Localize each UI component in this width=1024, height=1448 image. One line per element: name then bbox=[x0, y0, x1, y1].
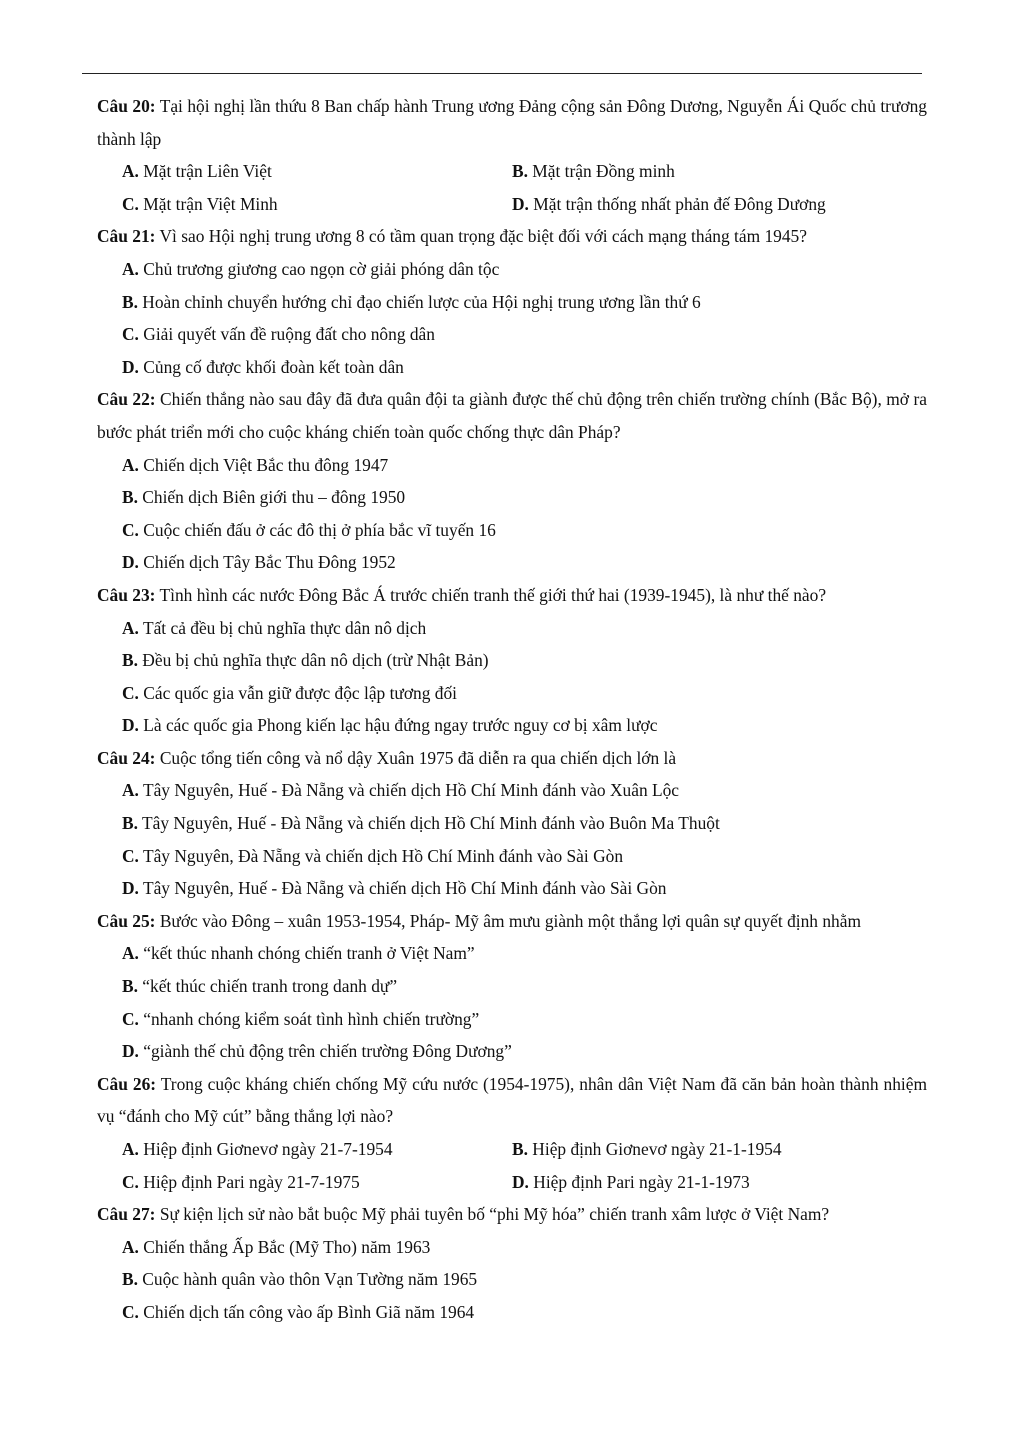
answer-options bbox=[97, 774, 927, 904]
question-text bbox=[97, 579, 927, 612]
option-b[interactable] bbox=[122, 1263, 927, 1296]
option-text: Hiệp định Giơnevơ ngày 21-7-1954 bbox=[138, 1139, 393, 1159]
option-letter: A. bbox=[122, 1236, 139, 1257]
option-c[interactable] bbox=[122, 1166, 512, 1199]
option-letter: D. bbox=[122, 878, 139, 899]
answer-options bbox=[97, 155, 927, 220]
option-text: Chủ trương giương cao ngọn cờ giải phóng dân tộc bbox=[138, 258, 500, 279]
answer-options bbox=[97, 612, 927, 742]
option-letter: C. bbox=[122, 519, 139, 540]
option-letter: A. bbox=[122, 780, 139, 801]
option-text: Tây Nguyên, Đà Nẵng và chiến dịch Hồ Chí Minh đánh vào Sài Gòn bbox=[138, 845, 624, 866]
option-a[interactable] bbox=[122, 1133, 512, 1166]
option-letter: A. bbox=[122, 617, 139, 638]
option-text: “nhanh chóng kiểm soát tình hình chiến trường” bbox=[138, 1008, 480, 1029]
question-body: Bước vào Đông – xuân 1953-1954, Pháp- Mỹ âm mưu giành một thắng lợi quân sự quyết định nhằm bbox=[155, 910, 861, 931]
option-letter: B. bbox=[122, 976, 138, 997]
question-text bbox=[97, 220, 927, 253]
question-body: Sự kiện lịch sử nào bắt buộc Mỹ phải tuyên bố “phi Mỹ hóa” chiến tranh xâm lược ở Việt Nam? bbox=[155, 1204, 830, 1225]
option-b[interactable] bbox=[512, 1133, 927, 1166]
question-label: Câu 27: bbox=[97, 1204, 156, 1225]
option-a[interactable] bbox=[122, 1231, 927, 1264]
question-text bbox=[97, 90, 927, 155]
question-text bbox=[97, 383, 927, 448]
answer-options bbox=[97, 449, 927, 579]
option-d[interactable] bbox=[122, 1035, 927, 1068]
option-text: Cuộc hành quân vào thôn Vạn Tường năm 1965 bbox=[137, 1269, 478, 1290]
option-letter: A. bbox=[122, 258, 139, 279]
option-b[interactable] bbox=[122, 481, 927, 514]
option-letter: C. bbox=[122, 1301, 139, 1322]
question-body: Trong cuộc kháng chiến chống Mỹ cứu nước (1954-1975), nhân dân Việt Nam đã căn bản hoàn thành nhiệm vụ “đánh cho Mỹ cút” bằng thắng lợi nào? bbox=[97, 1073, 927, 1127]
option-text: Tây Nguyên, Huế - Đà Nẵng và chiến dịch Hồ Chí Minh đánh vào Sài Gòn bbox=[138, 878, 667, 899]
question-label: Câu 25: bbox=[97, 910, 156, 931]
option-letter: D. bbox=[122, 715, 139, 736]
option-letter: C. bbox=[122, 1171, 139, 1192]
option-text: “kết thúc nhanh chóng chiến tranh ở Việt Nam” bbox=[138, 943, 475, 964]
option-text: Củng cố được khối đoàn kết toàn dân bbox=[138, 356, 404, 377]
option-letter: D. bbox=[122, 356, 139, 377]
option-c[interactable] bbox=[122, 318, 927, 351]
option-letter: C. bbox=[122, 1008, 139, 1029]
option-letter: D. bbox=[122, 552, 139, 573]
option-a[interactable] bbox=[122, 937, 927, 970]
option-letter: B. bbox=[512, 161, 528, 182]
question-label: Câu 22: bbox=[97, 389, 156, 410]
option-text: “kết thúc chiến tranh trong danh dự” bbox=[137, 976, 398, 997]
option-letter: B. bbox=[122, 487, 138, 508]
option-text: Mặt trận Đồng minh bbox=[527, 161, 675, 182]
option-letter: A. bbox=[122, 161, 139, 182]
option-letter: D. bbox=[122, 1041, 139, 1062]
answer-options bbox=[97, 1133, 927, 1198]
question-label: Câu 21: bbox=[97, 226, 156, 247]
option-text: Mặt trận thống nhất phản đế Đông Dương bbox=[528, 193, 826, 214]
option-d[interactable] bbox=[512, 188, 927, 221]
option-text: Hiệp định Pari ngày 21-1-1973 bbox=[528, 1171, 750, 1192]
question-label: Câu 23: bbox=[97, 584, 156, 605]
question-27 bbox=[97, 1198, 927, 1328]
question-22 bbox=[97, 383, 927, 579]
option-d[interactable] bbox=[122, 709, 927, 742]
question-text bbox=[97, 742, 927, 775]
option-c[interactable] bbox=[122, 1296, 927, 1329]
question-body: Tại hội nghị lần thứu 8 Ban chấp hành Trung ương Đảng cộng sản Đông Dương, Nguyễn Ái Quốc chủ trương thành lập bbox=[97, 96, 927, 149]
question-24 bbox=[97, 742, 927, 905]
option-letter: B. bbox=[122, 1269, 138, 1290]
option-text: Chiến dịch Việt Bắc thu đông 1947 bbox=[138, 454, 389, 475]
option-text: Chiến dịch Tây Bắc Thu Đông 1952 bbox=[138, 552, 396, 573]
option-letter: B. bbox=[122, 813, 138, 834]
option-b[interactable] bbox=[122, 970, 927, 1003]
option-text: Tây Nguyên, Huế - Đà Nẵng và chiến dịch Hồ Chí Minh đánh vào Buôn Ma Thuột bbox=[137, 813, 720, 834]
question-25 bbox=[97, 905, 927, 1068]
answer-options bbox=[97, 253, 927, 383]
question-label: Câu 20: bbox=[97, 96, 156, 116]
option-text: Đều bị chủ nghĩa thực dân nô dịch (trừ Nhật Bản) bbox=[137, 650, 489, 671]
option-c[interactable] bbox=[122, 840, 927, 873]
option-a[interactable] bbox=[122, 774, 927, 807]
question-20 bbox=[97, 90, 927, 220]
question-label: Câu 26: bbox=[97, 1073, 157, 1094]
option-letter: D. bbox=[512, 1171, 529, 1192]
option-d[interactable] bbox=[512, 1166, 927, 1199]
option-letter: C. bbox=[122, 193, 139, 214]
option-a[interactable] bbox=[122, 253, 927, 286]
option-a[interactable] bbox=[122, 612, 927, 645]
question-26 bbox=[97, 1068, 927, 1198]
question-body: Chiến thắng nào sau đây đã đưa quân đội ta giành được thế chủ động trên chiến trường chính (Bắc Bộ), mở ra bước phát triển mới cho cuộc kháng chiến toàn quốc chống thực dân Pháp? bbox=[97, 389, 927, 442]
option-c[interactable] bbox=[122, 677, 927, 710]
option-d[interactable] bbox=[122, 872, 927, 905]
question-21 bbox=[97, 220, 927, 383]
question-text bbox=[97, 905, 927, 938]
option-letter: A. bbox=[122, 943, 139, 964]
option-text: Mặt trận Việt Minh bbox=[138, 193, 278, 214]
option-d[interactable] bbox=[122, 351, 927, 384]
option-d[interactable] bbox=[122, 546, 927, 579]
question-23 bbox=[97, 579, 927, 742]
header-rule bbox=[82, 73, 922, 74]
option-text: Hoàn chỉnh chuyển hướng chỉ đạo chiến lược của Hội nghị trung ương lần thứ 6 bbox=[137, 291, 701, 312]
option-letter: B. bbox=[122, 650, 138, 671]
question-text bbox=[97, 1198, 927, 1231]
option-text: Các quốc gia vẫn giữ được độc lập tương đối bbox=[138, 682, 458, 703]
question-text bbox=[97, 1068, 927, 1133]
option-text: Chiến dịch tấn công vào ấp Bình Giã năm 1964 bbox=[138, 1301, 475, 1322]
option-letter: C. bbox=[122, 845, 139, 866]
option-letter: A. bbox=[122, 454, 139, 475]
option-letter: C. bbox=[122, 682, 139, 703]
option-text: Tây Nguyên, Huế - Đà Nẵng và chiến dịch Hồ Chí Minh đánh vào Xuân Lộc bbox=[138, 780, 680, 801]
option-text: Chiến dịch Biên giới thu – đông 1950 bbox=[137, 487, 406, 508]
option-text: Chiến thắng Ấp Bắc (Mỹ Tho) năm 1963 bbox=[138, 1236, 431, 1257]
option-b[interactable] bbox=[122, 807, 927, 840]
question-body: Tình hình các nước Đông Bắc Á trước chiến tranh thế giới thứ hai (1939-1945), là như thế nào? bbox=[155, 584, 827, 605]
option-text: Giải quyết vấn đề ruộng đất cho nông dân bbox=[138, 324, 435, 345]
option-c[interactable] bbox=[122, 188, 512, 221]
option-b[interactable] bbox=[122, 286, 927, 319]
answer-options bbox=[97, 1231, 927, 1329]
exam-page bbox=[97, 90, 927, 1329]
answer-options bbox=[97, 937, 927, 1067]
question-body: Vì sao Hội nghị trung ương 8 có tầm quan trọng đặc biệt đối với cách mạng tháng tám 1945? bbox=[155, 226, 807, 247]
option-b[interactable] bbox=[122, 644, 927, 677]
option-text: Hiệp định Giơnevơ ngày 21-1-1954 bbox=[527, 1139, 782, 1159]
option-a[interactable] bbox=[122, 155, 512, 188]
question-body: Cuộc tổng tiến công và nổ dậy Xuân 1975 đã diễn ra qua chiến dịch lớn là bbox=[155, 747, 677, 768]
option-text: Tất cả đều bị chủ nghĩa thực dân nô dịch bbox=[138, 617, 427, 638]
option-c[interactable] bbox=[122, 1003, 927, 1036]
option-letter: D. bbox=[512, 193, 529, 214]
option-letter: B. bbox=[122, 291, 138, 312]
option-a[interactable] bbox=[122, 449, 927, 482]
option-text: Hiệp định Pari ngày 21-7-1975 bbox=[138, 1171, 360, 1192]
option-letter: B. bbox=[512, 1139, 528, 1159]
option-text: Là các quốc gia Phong kiến lạc hậu đứng ngay trước nguy cơ bị xâm lược bbox=[138, 715, 658, 736]
option-c[interactable] bbox=[122, 514, 927, 547]
option-b[interactable] bbox=[512, 155, 927, 188]
option-text: Mặt trận Liên Việt bbox=[138, 161, 272, 182]
question-label: Câu 24: bbox=[97, 747, 156, 768]
option-letter: C. bbox=[122, 324, 139, 345]
option-text: Cuộc chiến đấu ở các đô thị ở phía bắc vĩ tuyến 16 bbox=[138, 519, 496, 540]
option-text: “giành thế chủ động trên chiến trường Đông Dương” bbox=[138, 1041, 512, 1062]
option-letter: A. bbox=[122, 1139, 139, 1159]
